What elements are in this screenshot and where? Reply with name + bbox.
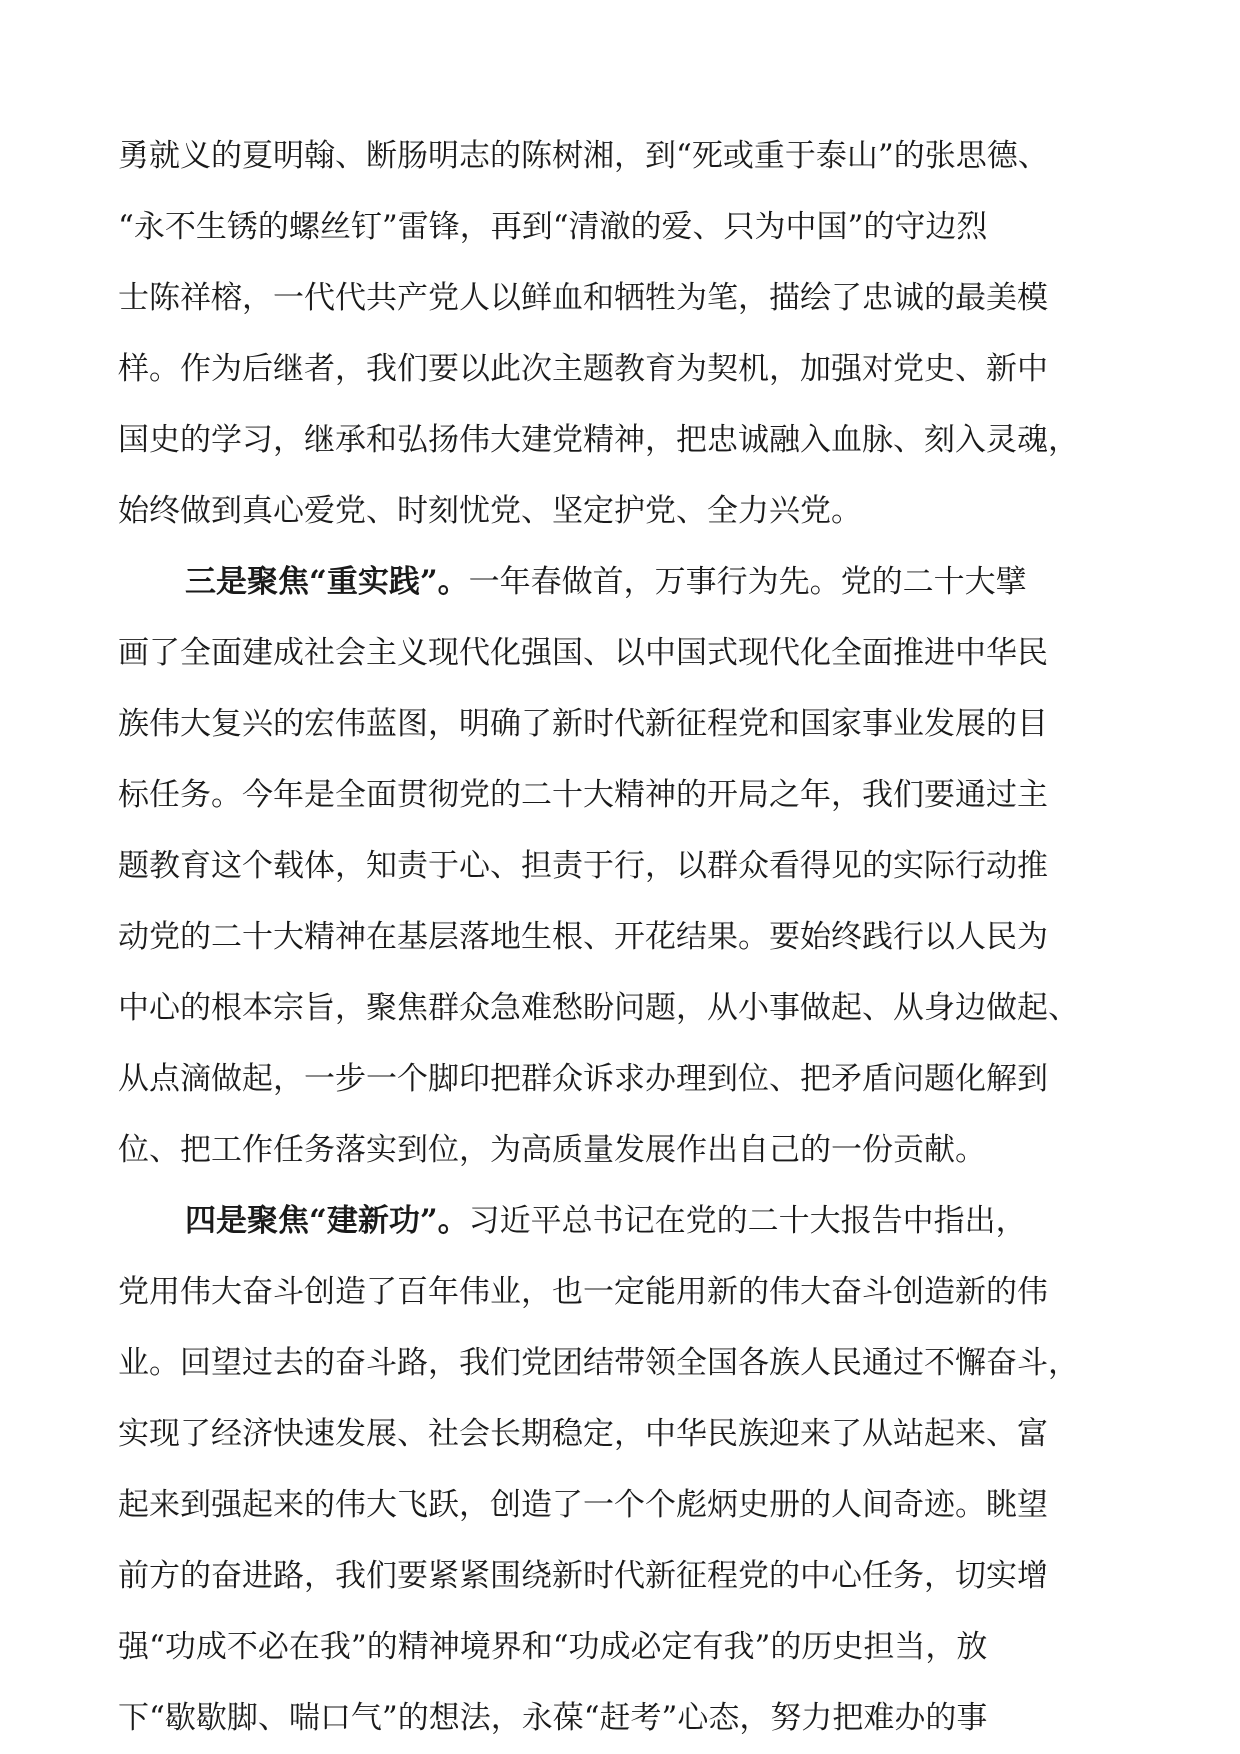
text-line: 党用伟大奋斗创造了百年伟业，也一定能用新的伟大奋斗创造新的伟 bbox=[118, 1274, 1048, 1310]
text-line: 始终做到真心爱党、时刻忧党、坚定护党、全力兴党。 bbox=[118, 493, 862, 529]
section-4-first-line bbox=[185, 1191, 1122, 1251]
section-4-first-line-text: 习近平总书记在党的二十大报告中指出， bbox=[468, 1203, 1027, 1239]
text-line: 画了全面建成社会主义现代化强国、以中国式现代化全面推进中华民 bbox=[118, 635, 1048, 671]
section-3-first-line-text: 一年春做首，万事行为先。党的二十大擘 bbox=[468, 564, 1027, 600]
text-line: 下“歇歇脚、喘口气”的想法，永葆“赶考”心态，努力把难办的事 bbox=[118, 1700, 988, 1736]
text-line: 题教育这个载体，知责于心、担责于行，以群众看得见的实际行动推 bbox=[118, 848, 1048, 884]
text-line: 位、把工作任务落实到位，为高质量发展作出自己的一份贡献。 bbox=[118, 1132, 986, 1168]
text-line: 业。回望过去的奋斗路，我们党团结带领全国各族人民通过不懈奋斗， bbox=[118, 1345, 1079, 1381]
section-4-heading: 四是聚焦“建新功”。 bbox=[185, 1203, 469, 1239]
text-line: 动党的二十大精神在基层落地生根、开花结果。要始终践行以人民为 bbox=[118, 919, 1048, 955]
text-line: 族伟大复兴的宏伟蓝图，明确了新时代新征程党和国家事业发展的目 bbox=[118, 706, 1048, 742]
text-line: 国史的学习，继承和弘扬伟大建党精神，把忠诚融入血脉、刻入灵魂， bbox=[118, 422, 1079, 458]
text-line: 从点滴做起，一步一个脚印把群众诉求办理到位、把矛盾问题化解到 bbox=[118, 1061, 1048, 1097]
text-line: 中心的根本宗旨，聚焦群众急难愁盼问题，从小事做起、从身边做起、 bbox=[118, 990, 1079, 1026]
text-line: 样。作为后继者，我们要以此次主题教育为契机，加强对党史、新中 bbox=[118, 351, 1048, 387]
text-line: 标任务。今年是全面贯彻党的二十大精神的开局之年，我们要通过主 bbox=[118, 777, 1048, 813]
text-line: 实现了经济快速发展、社会长期稳定，中华民族迎来了从站起来、富 bbox=[118, 1416, 1048, 1452]
text-line: 士陈祥榕，一代代共产党人以鲜血和牺牲为笔，描绘了忠诚的最美模 bbox=[118, 280, 1048, 316]
section-3-heading: 三是聚焦“重实践”。 bbox=[185, 564, 469, 600]
text-line: 前方的奋进路，我们要紧紧围绕新时代新征程党的中心任务，切实增 bbox=[118, 1558, 1048, 1594]
text-line: “永不生锈的螺丝钉”雷锋，再到“清澈的爱、只为中国”的守边烈 bbox=[118, 209, 988, 245]
text-line: 强“功成不必在我”的精神境界和“功成必定有我”的历史担当，放 bbox=[118, 1629, 988, 1665]
text-line: 起来到强起来的伟大飞跃，创造了一个个彪炳史册的人间奇迹。眺望 bbox=[118, 1487, 1048, 1523]
text-line: 勇就义的夏明翰、断肠明志的陈树湘，到“死或重于泰山”的张思德、 bbox=[118, 138, 1049, 174]
section-3-first-line bbox=[185, 552, 1122, 612]
